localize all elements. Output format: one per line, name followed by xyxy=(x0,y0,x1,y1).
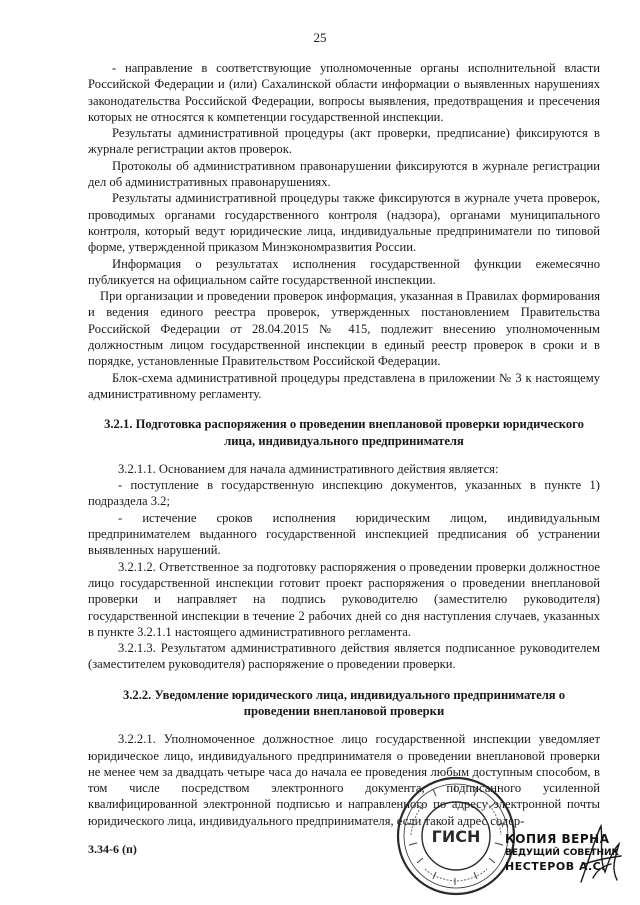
section-heading-3-2-1: 3.2.1. Подготовка распоряжения о проведении внеплановой проверки юридического лица, индивидуального предпринимателя xyxy=(104,417,584,448)
paragraph: 3.2.1.3. Результатом административного действия является подписанное руководителем (заместителем руководителя) распоряжение о проведении проверки. xyxy=(88,641,600,672)
section-heading-3-2-2: 3.2.2. Уведомление юридического лица, индивидуального предпринимателя о проведении внеплановой проверки xyxy=(122,687,566,718)
paragraph: Результаты административной процедуры (акт проверки, предписание) фиксируются в журнале регистрации актов проверок. xyxy=(88,126,600,157)
paragraph: Блок-схема административной процедуры представлена в приложении № 3 к настоящему административному регламенту. xyxy=(88,370,600,401)
paragraph: Протоколы об административном правонарушении фиксируются в журнале регистрации дел об административных правонарушениях. xyxy=(88,158,600,190)
copy-name: НЕСТЕРОВ А.С. xyxy=(505,860,606,873)
paragraph: - истечение сроков исполнения юридическим лицом, индивидуальным предпринимателем выданного государственной инспекцией предписания об устранении выявленных нарушений. xyxy=(88,510,600,558)
paragraph: - направление в соответствующие уполномоченные органы исполнительной власти Российской Федерации и (или) Сахалинской области информации о выявленных нарушениях законодательства Российской Федерации, вопросы выявления, предотвращения и пресечения которых не относятся к компетенции государственной инспекции. xyxy=(88,61,600,124)
page-number: 25 xyxy=(313,30,327,45)
paragraph: Информация о результатах исполнения государственной функции ежемесячно публикуется на официальном сайте государственной инспекции. xyxy=(88,256,600,287)
stamp-center-text: ГИСН xyxy=(431,827,481,846)
paragraph: - поступление в государственную инспекцию документов, указанных в пункте 1) подраздела 3.2; xyxy=(88,478,600,509)
copy-role: ВЕДУЩИЙ СОВЕТНИК xyxy=(505,848,619,858)
footer-code: 3.34-6 (п) xyxy=(88,842,137,856)
paragraph: При организации и проведении проверок информация, указанная в Правилах формирования и ведения единого реестра проверок, утвержденных постановлением Правительства Российской Федерации от 28.04.2015 № 415, подлежит внесению уполномоченным должностным лицом государственной инспекции в единый реестр проверок в сроки и в порядке, установленные Правительством Российской Федерации. xyxy=(88,289,600,369)
official-stamp xyxy=(395,775,517,897)
copy-title: КОПИЯ ВЕРНА xyxy=(505,832,610,846)
handwritten-signature xyxy=(575,820,625,890)
paragraph: 3.2.1.1. Основанием для начала административного действия является: xyxy=(118,461,499,476)
paragraph: 3.2.1.2. Ответственное за подготовку распоряжения о проведении проверки должностное лицо государственной инспекции готовит проект распоряжения о проведении внеплановой проверки и направляет на подпись руководителю (заместителю руководителя) государственной инспекции в течение 2 рабочих дней со дня наступления случаев, указанных в пункте 3.2.1.1 настоящего административного регламента. xyxy=(88,559,600,639)
paragraph: Результаты административной процедуры также фиксируются в журнале учета проверок, проводимых органами государственного контроля (надзора), органами муниципального контроля, который ведут юридические лица, индивидуальные предприниматели по типовой форме, утвержденной приказом Минэкономразвития России. xyxy=(88,191,600,255)
paragraph: 3.2.2.1. Уполномоченное должностное лицо государственной инспекции уведомляет юридическое лицо, индивидуального предпринимателя о проведении внеплановой проверки не менее чем за двадцать четыре часа до начала ее проведения любым доступным способом, в том числе посредством электронного документа, подписанного усиленной квалифицированной электронной подписью и направленного по адресу электронной почты юридического лица, индивидуального предпринимателя, если такой адрес содер- xyxy=(88,732,600,828)
document-body xyxy=(88,60,600,829)
